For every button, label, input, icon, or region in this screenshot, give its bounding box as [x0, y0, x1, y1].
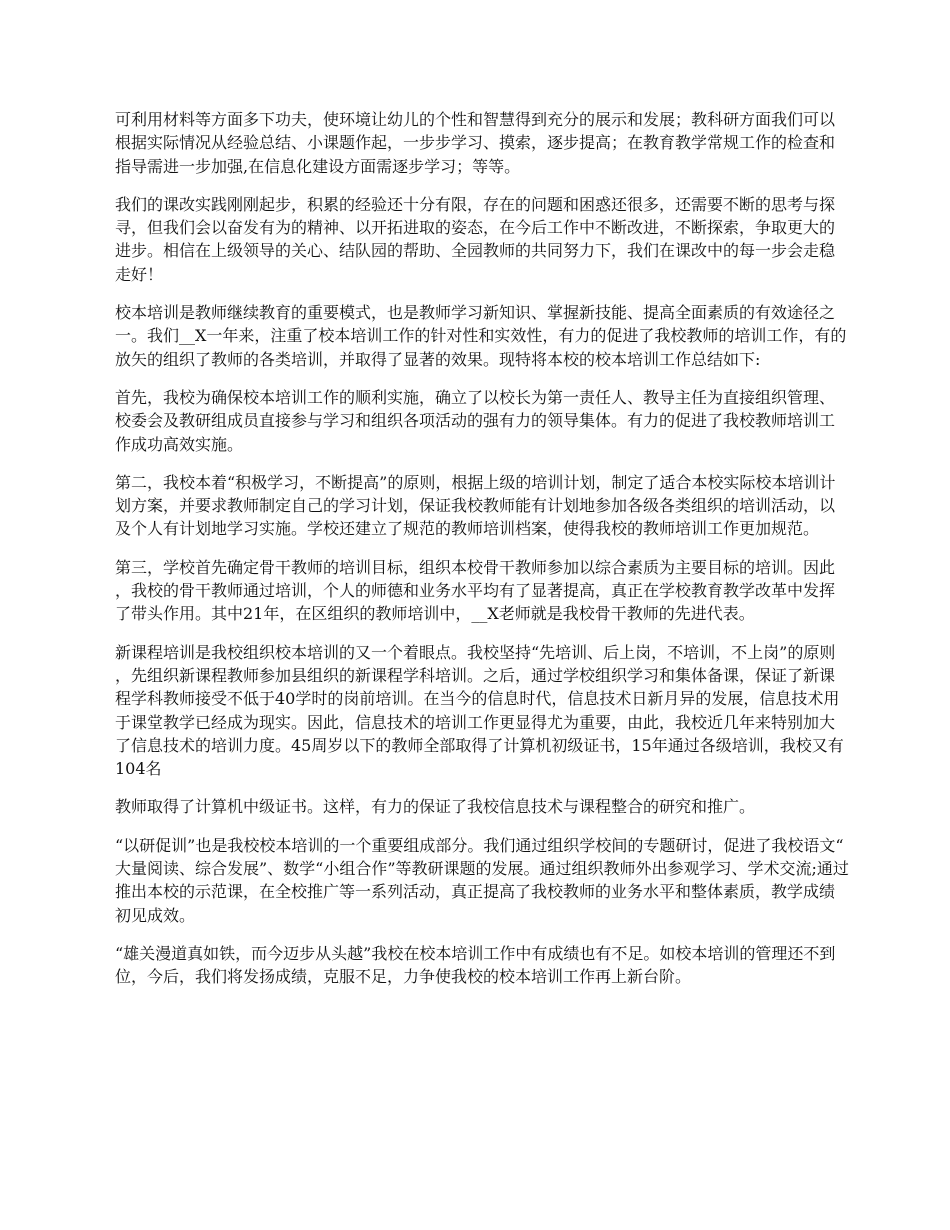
document-body [115, 108, 850, 1004]
paragraph-8: 教师取得了计算机中级证书。这样，有力的保证了我校信息技术与课程整合的研究和推广。 [115, 797, 756, 817]
paragraph-9: “以研促训”也是我校校本培训的一个重要组成部分。我们通过组织学校间的专题研讨，促进了我校语文“大量阅读、综合发展”、数学“小组合作”等教研课题的发展。通过组织教师外出参观学习、学术交流;通过推出本校的示范课，在全校推广等一系列活动，真正提高了我校教师的业务水平和整体素质，教学成绩初见成效。 [115, 835, 849, 925]
paragraph-1: 可利用材料等方面多下功夫，使环境让幼儿的个性和智慧得到充分的展示和发展；教科研方面我们可以根据实际情况从经验总结、小课题作起，一步步学习、摸索，逐步提高；在教育教学常规工作的检查和指导需进一步加强,在信息化建设方面需逐步学习；等等。 [115, 110, 836, 176]
paragraph-3: 校本培训是教师继续教育的重要模式，也是教师学习新知识、掌握新技能、提高全面素质的有效途径之一。我们__X一年来，注重了校本培训工作的针对性和实效性，有力的促进了我校教师的培训工作，有的放矢的组织了教师的各类培训，并取得了显著的效果。现特将本校的校本培训工作总结如下: [115, 303, 847, 369]
paragraph-2: 我们的课改实践刚刚起步，积累的经验还十分有限，存在的问题和困惑还很多，还需要不断的思考与探寻，但我们会以奋发有为的精神、以开拓进取的姿态，在今后工作中不断改进，不断探索，争取更大的进步。相信在上级领导的关心、结队园的帮助、全园教师的共同努力下，我们在课改中的每一步会走稳走好！ [115, 194, 836, 284]
paragraph-4: 首先，我校为确保校本培训工作的顺利实施，确立了以校长为第一责任人、教导主任为直接组织管理、校委会及教研组成员直接参与学习和组织各项活动的强有力的领导集体。有力的促进了我校教师培训工作成功高效实施。 [115, 387, 836, 454]
paragraph-5: 第二，我校本着“积极学习，不断提高”的原则，根据上级的培训计划，制定了适合本校实际校本培训计划方案，并要求教师制定自己的学习计划，保证我校教师能有计划地参加各级各类组织的培训活动，以及个人有计划地学习实施。学校还建立了规范的教师培训档案，使得我校的教师培训工作更加规范。 [115, 472, 836, 539]
paragraph-7: 新课程培训是我校组织校本培训的又一个着眼点。我校坚持“先培训、后上岗，不培训，不上岗”的原则，先组织新课程教师参加县组织的新课程学科培训。之后，通过学校组织学习和集体备课，保证了新课程学科教师接受不低于40学时的岗前培训。在当今的信息时代，信息技术日新月异的发展，信息技术用于课堂教学已经成为现实。因此，信息技术的培训工作更显得尤为重要，由此，我校近几年来特别加大了信息技术的培训力度。45周岁以下的教师全部取得了计算机初级证书，15年通过各级培训，我校又有104名 [115, 642, 844, 779]
paragraph-10: “雄关漫道真如铁，而今迈步从头越”我校在校本培训工作中有成绩也有不足。如校本培训的管理还不到位，今后，我们将发扬成绩，克服不足，力争使我校的校本培训工作再上新台阶。 [115, 943, 836, 987]
paragraph-6: 第三，学校首先确定骨干教师的培训目标，组织本校骨干教师参加以综合素质为主要目标的培训。因此，我校的骨干教师通过培训，个人的师德和业务水平均有了显著提高，真正在学校教育教学改革中发挥了带头作用。其中21年，在区组织的教师培训中，__X老师就是我校骨干教师的先进代表。 [115, 557, 836, 624]
